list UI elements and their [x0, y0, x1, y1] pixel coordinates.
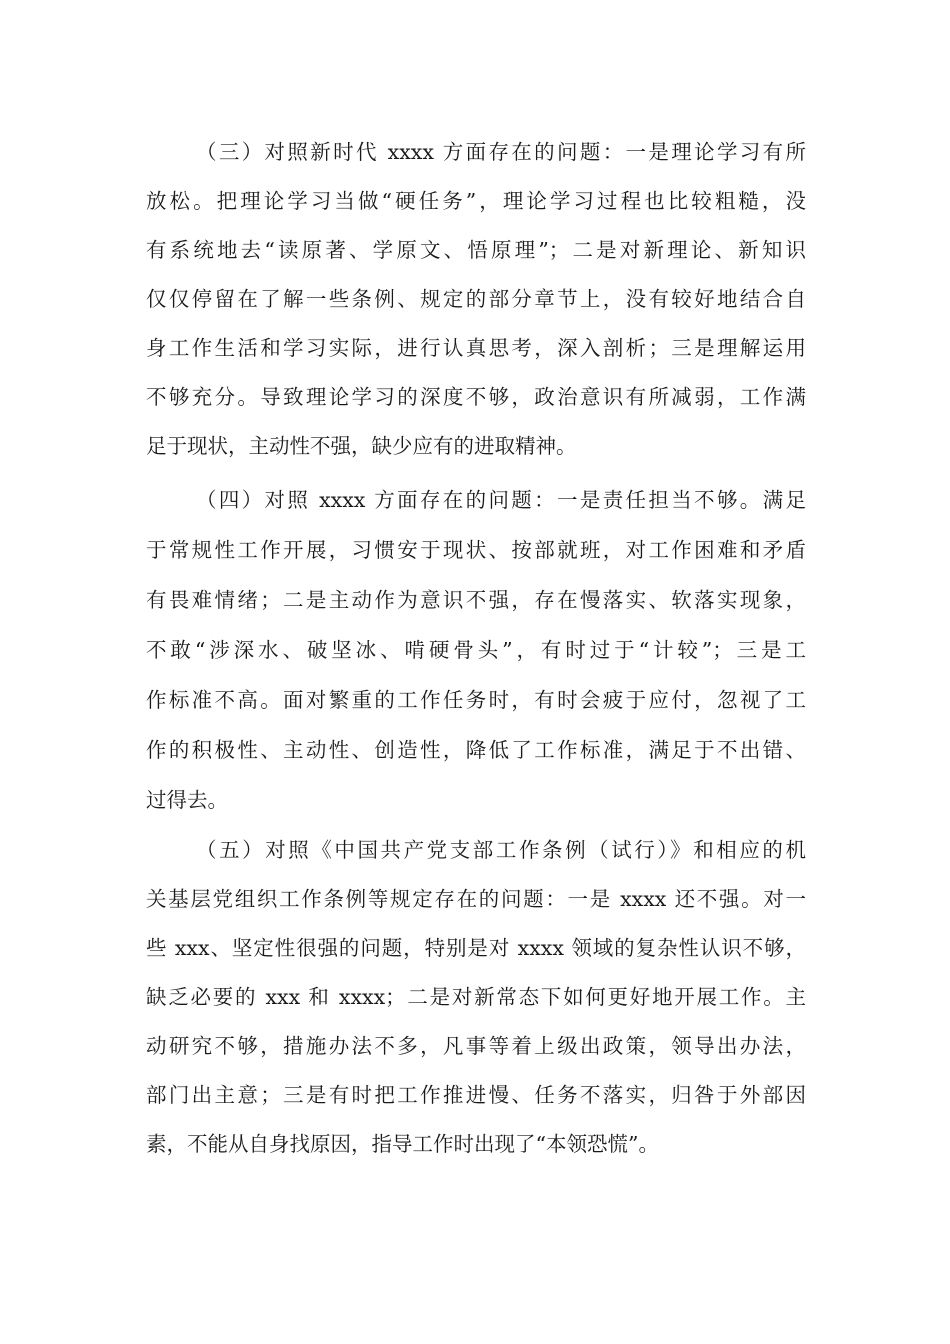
paragraph-line: 有系统地去“读原著、学原文、悟原理”；二是对新理论、新知识	[146, 238, 806, 262]
paragraph-line: （三）对照新时代 xxxx 方面存在的问题：一是理论学习有所	[196, 140, 806, 164]
paragraph-line: 放松。把理论学习当做“硬任务”，理论学习过程也比较粗糙，没	[146, 189, 806, 213]
paragraph-line: 作的积极性、主动性、创造性，降低了工作标准，满足于不出错、	[146, 738, 806, 762]
paragraph-line: 关基层党组织工作条例等规定存在的问题：一是 xxxx 还不强。对一	[146, 887, 806, 911]
paragraph-line: 过得去。	[146, 788, 228, 812]
paragraph-line: 些 xxx、坚定性很强的问题，特别是对 xxxx 领域的复杂性认识不够，	[146, 936, 806, 960]
paragraph-line: 素，不能从自身找原因，指导工作时出现了“本领恐慌”。	[146, 1132, 659, 1156]
paragraph-line: （四）对照 xxxx 方面存在的问题：一是责任担当不够。满足	[196, 488, 806, 512]
paragraph-line: 不敢“涉深水、破坚冰、啃硬骨头”，有时过于“计较”；三是工	[146, 638, 806, 662]
paragraph-line: 部门出主意；三是有时把工作推进慢、任务不落实，归咎于外部因	[146, 1083, 806, 1107]
paragraph-line: 不够充分。导致理论学习的深度不够，政治意识有所减弱，工作满	[146, 385, 806, 409]
paragraph-line: （五）对照《中国共产党支部工作条例（试行）》和相应的机	[196, 838, 806, 862]
paragraph-line: 缺乏必要的 xxx 和 xxxx；二是对新常态下如何更好地开展工作。主	[146, 985, 806, 1009]
paragraph-line: 于常规性工作开展，习惯安于现状、按部就班，对工作困难和矛盾	[146, 538, 806, 562]
paragraph-line: 仅仅停留在了解一些条例、规定的部分章节上，没有较好地结合自	[146, 287, 806, 311]
paragraph-line: 作标准不高。面对繁重的工作任务时，有时会疲于应付，忽视了工	[146, 688, 806, 712]
paragraph-line: 有畏难情绪；二是主动作为意识不强，存在慢落实、软落实现象，	[146, 588, 806, 612]
paragraph-line: 动研究不够，措施办法不多，凡事等着上级出政策，领导出办法，	[146, 1034, 806, 1058]
paragraph-line: 足于现状，主动性不强，缺少应有的进取精神。	[146, 434, 577, 458]
paragraph-line: 身工作生活和学习实际，进行认真思考，深入剖析；三是理解运用	[146, 336, 806, 360]
